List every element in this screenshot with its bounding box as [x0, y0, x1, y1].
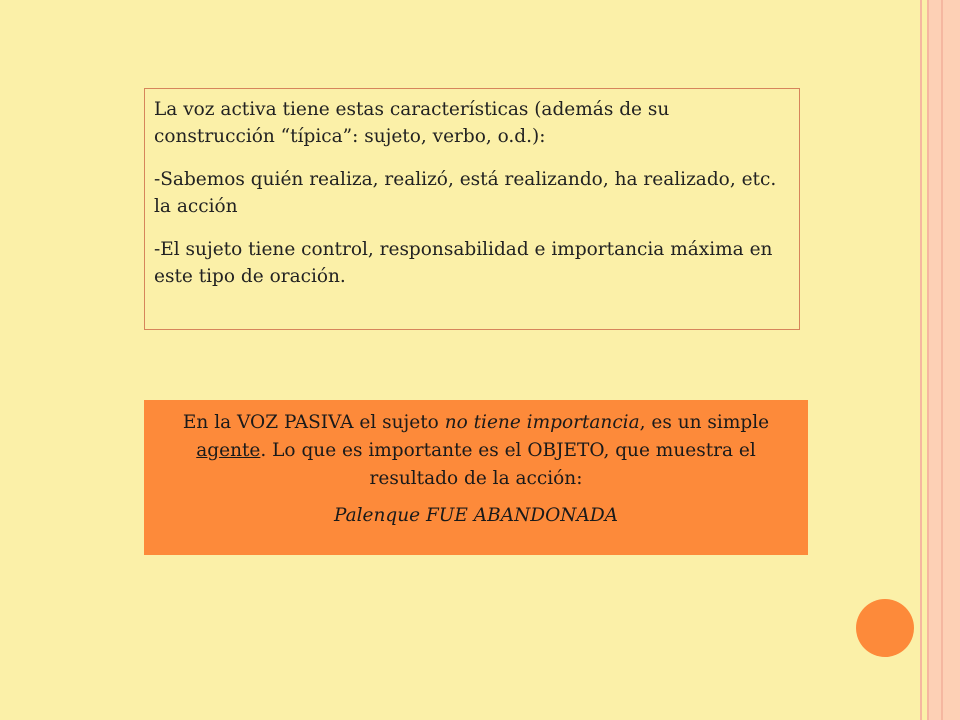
- passive-text-underline: agente: [196, 440, 261, 461]
- passive-voice-example: Palenque FUE ABANDONADA: [333, 505, 619, 526]
- passive-voice-textbox: [144, 400, 808, 555]
- active-voice-point-2: -El sujeto tiene control, responsabilidad e importancia máxima en este tipo de oración.: [154, 239, 773, 287]
- active-voice-intro: La voz activa tiene estas características (además de su construcción “típica”: sujeto, verbo, o.d.):: [154, 99, 670, 147]
- passive-text-emphasis: no tiene importancia: [444, 412, 640, 433]
- active-voice-textbox: [144, 88, 800, 330]
- stripe: [943, 0, 960, 720]
- active-voice-point-1: -Sabemos quién realiza, realizó, está realizando, ha realizado, etc. la acción: [154, 169, 777, 217]
- passive-voice-description: [156, 409, 796, 493]
- side-decoration-stripes: [920, 0, 960, 720]
- passive-text-part: . Lo que es importante es el OBJETO, que muestra el resultado de la acción:: [260, 440, 756, 489]
- stripe: [929, 0, 941, 720]
- passive-text-part: En la VOZ PASIVA el sujeto: [182, 412, 445, 433]
- passive-text-part: , es un simple: [639, 412, 770, 433]
- decorative-circle: [856, 599, 914, 657]
